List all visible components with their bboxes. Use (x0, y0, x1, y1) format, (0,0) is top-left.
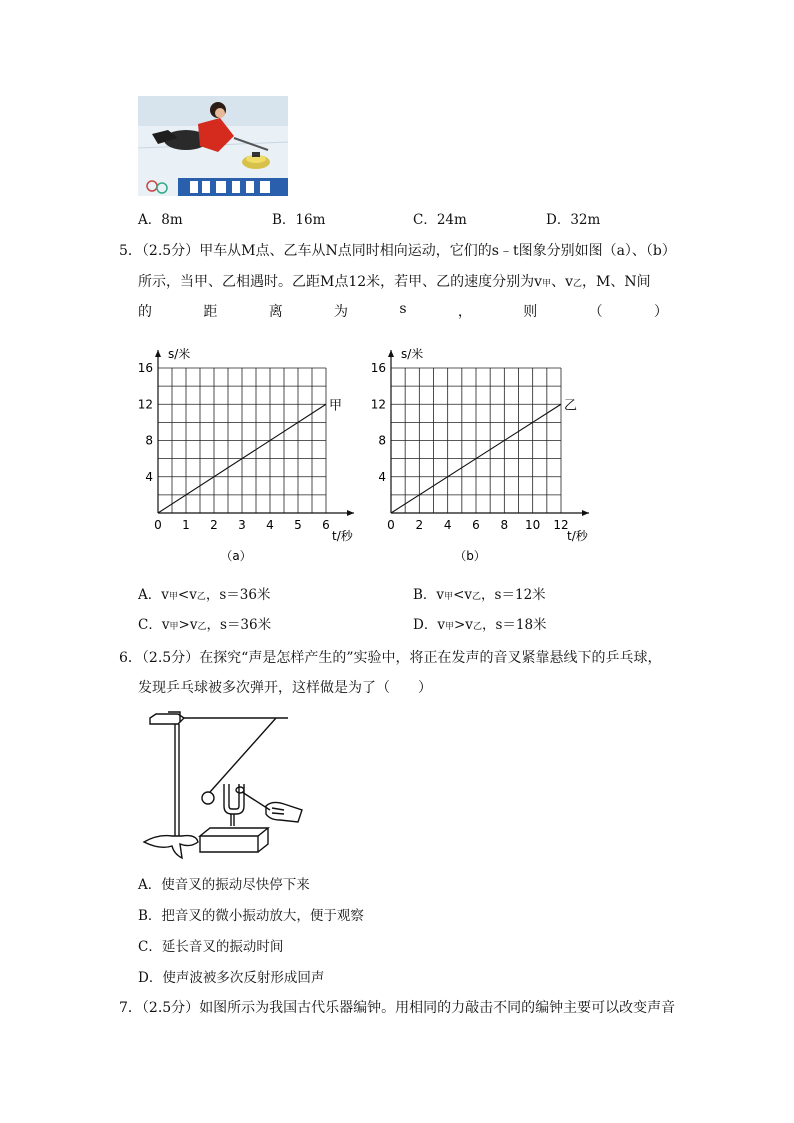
x-tick-label: 3 (238, 518, 246, 532)
x-axis-arrow (582, 510, 589, 516)
x-axis-label: t/秒 (567, 529, 588, 543)
x-tick-label: 12 (553, 518, 569, 532)
x-tick-label: 2 (210, 518, 218, 532)
chart-caption: （b） (454, 549, 486, 563)
curling-photo (138, 96, 288, 196)
x-tick-label: 4 (266, 518, 274, 532)
y-axis-arrow (388, 350, 394, 357)
x-axis-arrow (347, 510, 354, 516)
q5-stem-line3: 的 距 离 为 s ， 则 （ ） (138, 301, 668, 320)
y-axis-label: s/米 (401, 347, 424, 361)
y-tick-label: 8 (378, 433, 386, 448)
q6-score: （2.5分） (141, 650, 200, 666)
q4-option-d: D．32m (546, 212, 601, 228)
x-tick-label: 6 (472, 518, 480, 532)
q5-option-c: C．v甲>v乙，s＝36米 (138, 617, 272, 633)
x-tick-label: 4 (443, 518, 452, 532)
y-tick-label: 16 (137, 361, 153, 375)
x-tick-label: 5 (294, 518, 302, 532)
q5-option-d: D．v甲>v乙，s＝18米 (413, 617, 547, 633)
q5-stem-line1: 5．（2.5分）甲车从M点、乙车从N点同时相向运动，它们的s﹣t图象分别如图（a）、（b） (119, 243, 676, 259)
x-tick-label: 1 (182, 518, 190, 532)
q6-number: 6． (119, 650, 142, 666)
y-axis-label: s/米 (168, 347, 191, 361)
y-tick-label: 16 (370, 361, 386, 375)
q7-score: （2.5分） (141, 1000, 200, 1016)
y-tick-label: 12 (370, 397, 386, 412)
q4-option-a: A．8m (138, 212, 183, 228)
series-label: 乙 (564, 398, 578, 414)
y-axis-arrow (155, 350, 161, 357)
q5-score: （2.5分） (141, 243, 200, 259)
x-tick-label: 0 (387, 518, 395, 532)
q5-number: 5． (119, 243, 142, 259)
q6-option-a: A．使音叉的振动尽快停下来 (138, 877, 310, 893)
y-tick-label: 4 (145, 469, 153, 484)
x-tick-label: 6 (322, 518, 330, 532)
q6-option-b: B．把音叉的微小振动放大，便于观察 (138, 908, 364, 924)
x-tick-label: 2 (415, 518, 424, 532)
chart-a (130, 334, 370, 574)
q5-option-b: B．v甲<v乙，s＝12米 (413, 587, 546, 603)
q6-option-c: C．延长音叉的振动时间 (138, 939, 284, 955)
q5-stem-line2: 所示，当甲、乙相遇时。乙距M点12米，若甲、乙的速度分别为v甲、v乙，M、N间 (138, 274, 651, 290)
x-tick-label: 8 (500, 518, 509, 532)
q4-option-c: C．24m (413, 212, 467, 228)
q6-option-d: D．使声波被多次反射形成回声 (138, 970, 325, 986)
y-tick-label: 12 (137, 397, 153, 412)
x-tick-label: 0 (154, 518, 162, 532)
q7-number: 7． (119, 1000, 142, 1016)
q6-stem-line1: 6．（2.5分）在探究“声是怎样产生的”实验中，将正在发声的音叉紧靠悬线下的乒乓球， (119, 650, 662, 666)
q5-option-a: A．v甲<v乙，s＝36米 (138, 587, 271, 603)
tuning-fork-apparatus-figure (138, 708, 308, 860)
y-tick-label: 8 (145, 433, 153, 448)
series-label: 甲 (329, 398, 343, 414)
y-tick-label: 4 (378, 469, 386, 484)
x-tick-label: 10 (525, 518, 541, 532)
q7-stem-line1: 7．（2.5分）如图所示为我国古代乐器编钟。用相同的力敲击不同的编钟主要可以改变声音 (119, 1000, 676, 1016)
chart-b (365, 334, 610, 574)
chart-caption: （a） (220, 549, 252, 563)
q4-option-b: B．16m (272, 212, 326, 228)
x-axis-label: t/秒 (332, 529, 353, 543)
q6-stem-line2: 发现乒乓球被多次弹开，这样做是为了（ ） (138, 680, 432, 696)
